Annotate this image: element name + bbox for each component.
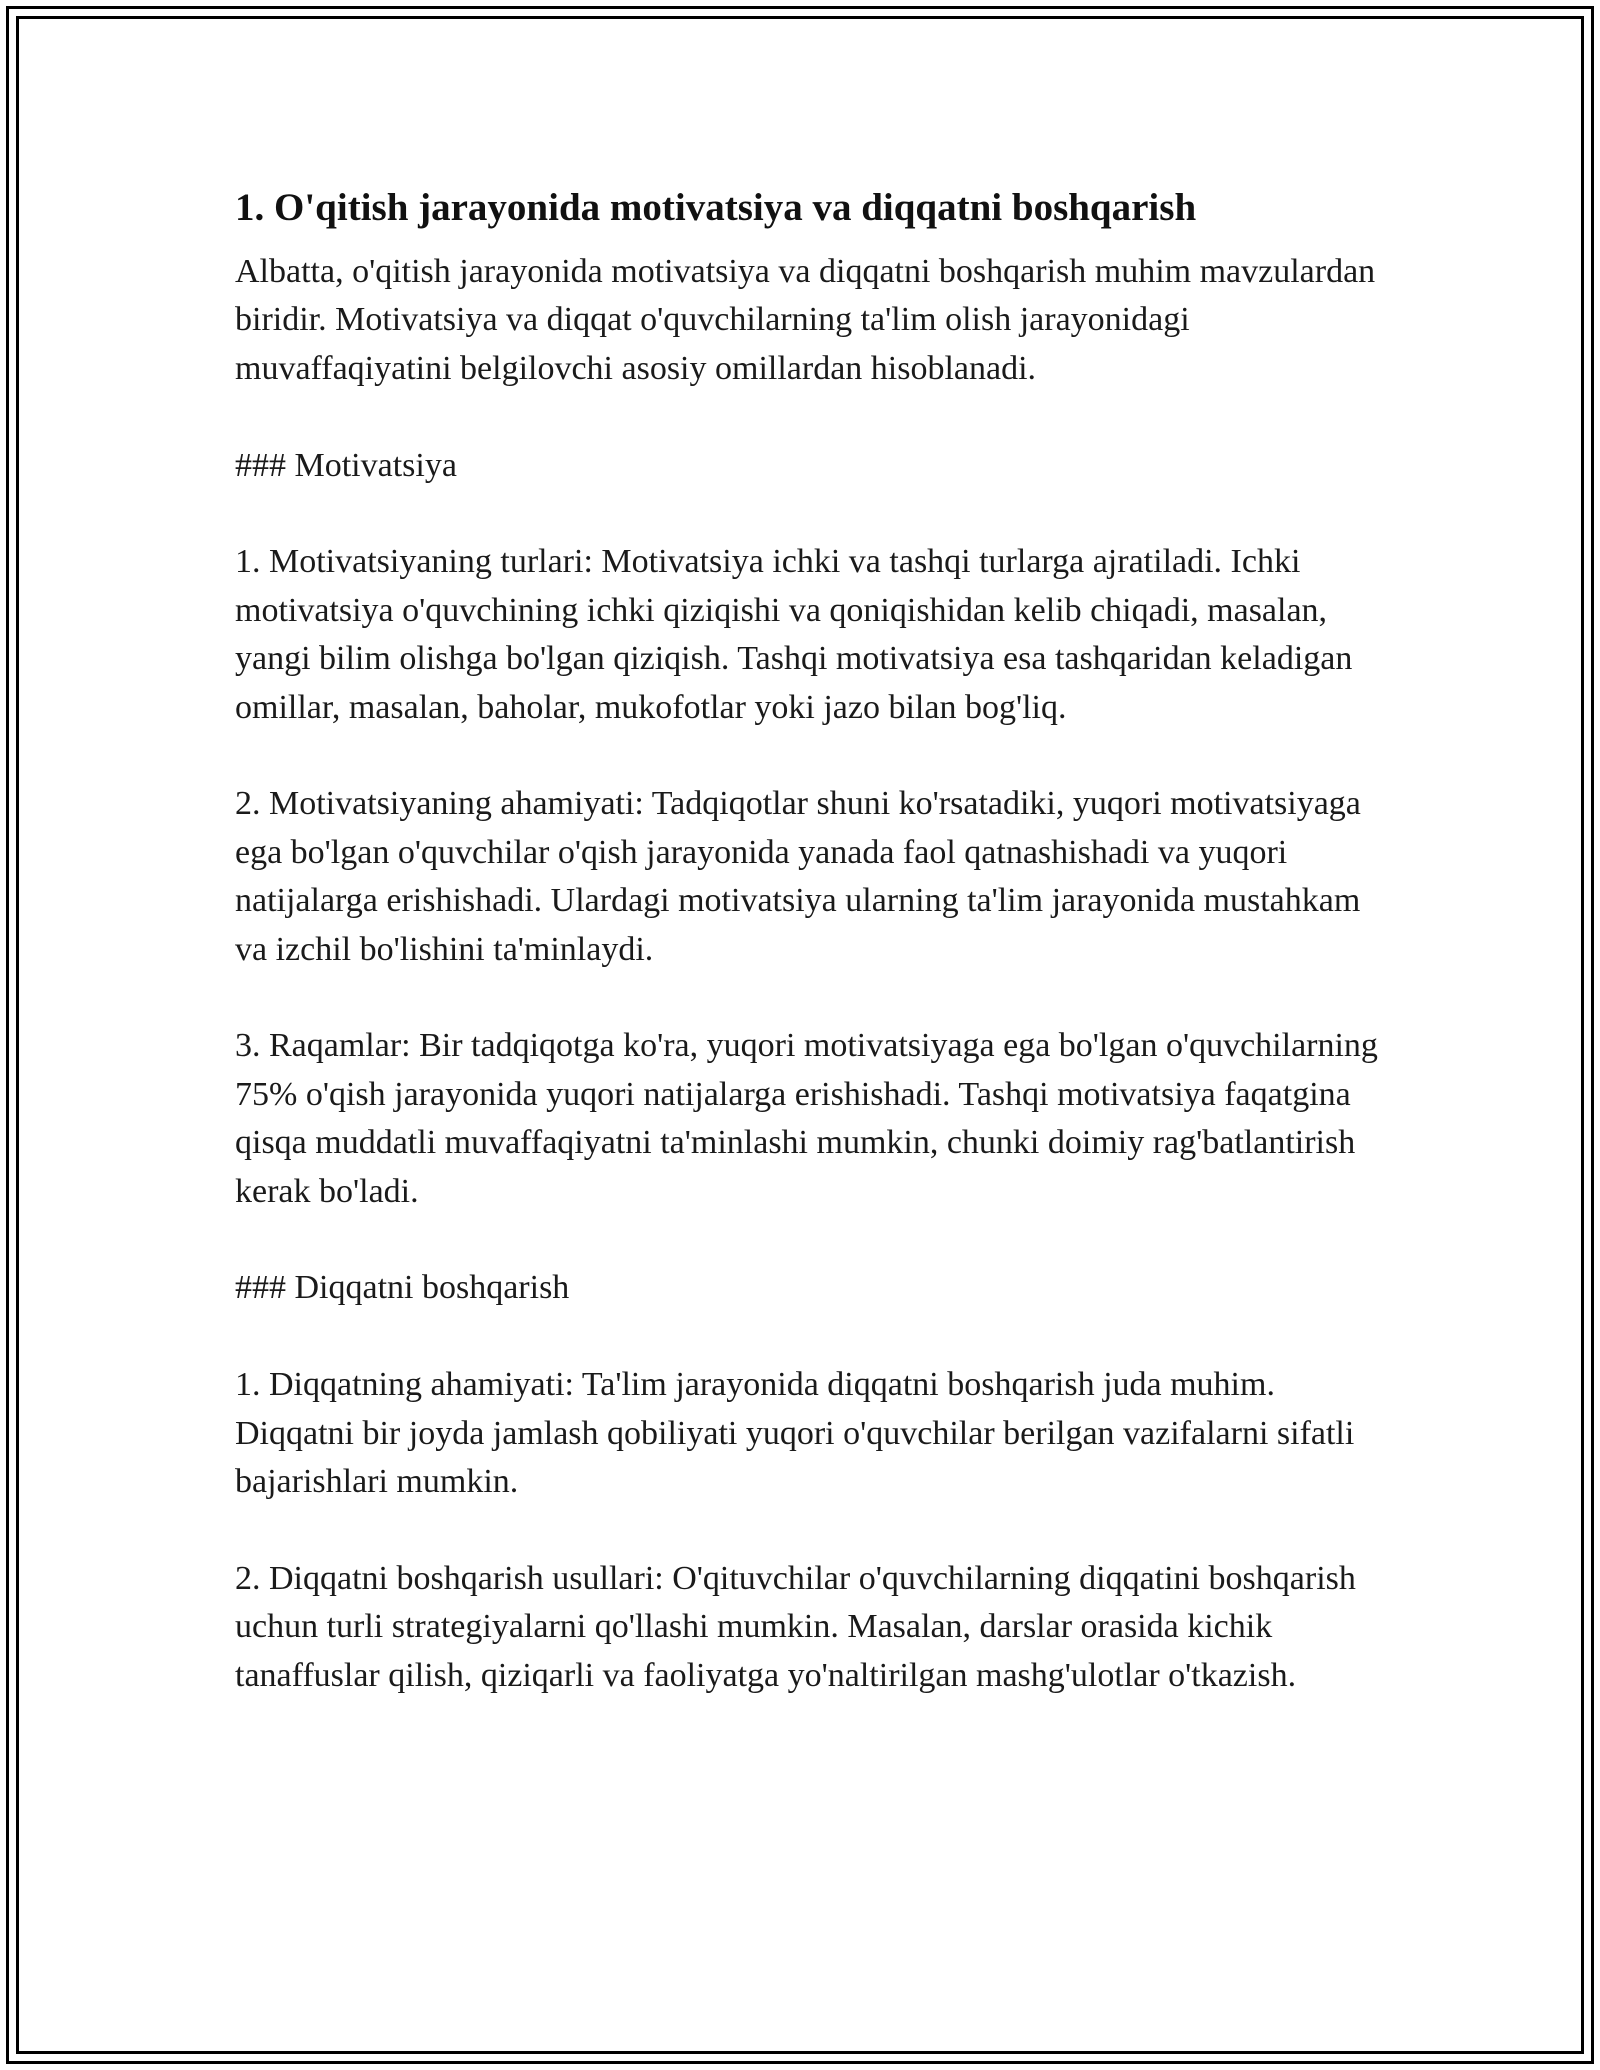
motivation-heading: ### Motivatsiya: [235, 446, 457, 484]
motivation-types-paragraph: 1. Motivatsiyaning turlari: Motivatsiya ichki va tashqi turlarga ajratiladi. Ichki motivatsiya o'quvchining ichki qiziqishi va qoniqishidan kelib chiqadi, masalan, yangi bilim olishga bo'lgan qiziqish. Tashqi motivatsiya esa tashqaridan keladigan omillar, masalan, baholar, mukofotlar yoki jazo bilan bog'liq.: [235, 543, 1361, 726]
motivation-importance-paragraph: 2. Motivatsiyaning ahamiyati: Tadqiqotlar shuni ko'rsatadiki, yuqori motivatsiyaga ega bo'lgan o'quvchilar o'qish jarayonida yanada faol qatnashishadi va yuqori natijalarga erishishadi. Ulardagi motivatsiya ularning ta'lim jarayonida mustahkam va izchil bo'lishini ta'minlaydi.: [235, 785, 1370, 968]
attention-importance-paragraph: 1. Diqqatning ahamiyati: Ta'lim jarayonida diqqatni boshqarish juda muhim. Diqqatni bir joyda jamlash qobiliyati yuqori o'quvchilar berilgan vazifalarni sifatli bajarishlari mumkin.: [235, 1366, 1363, 1501]
attention-heading: ### Diqqatni boshqarish: [235, 1269, 570, 1307]
document-title: 1. O'qitish jarayonida motivatsiya va diqqatni boshqarish: [235, 186, 1197, 229]
attention-methods-paragraph: 2. Diqqatni boshqarish usullari: O'qituvchilar o'quvchilarning diqqatini boshqarish uchun turli strategiyalarni qo'llashi mumkin. Masalan, darslar orasida kichik tanaffuslar qilish, qiziqarli va faoliyatga yo'naltirilgan mashg'ulotlar o'tkazish.: [235, 1559, 1365, 1694]
statistics-paragraph: 3. Raqamlar: Bir tadqiqotga ko'ra, yuqori motivatsiyaga ega bo'lgan o'quvchilarning 75% o'qish jarayonida yuqori natijalarga erishishadi. Tashqi motivatsiya faqatgina qisqa muddatli muvaffaqiyatni ta'minlashi mumkin, chunki doimiy rag'batlantirish kerak bo'ladi.: [235, 1027, 1387, 1210]
document-body: [235, 180, 1395, 1700]
intro-paragraph: Albatta, o'qitish jarayonida motivatsiya va diqqatni boshqarish muhim mavzulardan biridir. Motivatsiya va diqqat o'quvchilarning ta'lim olish jarayonidagi muvaffaqiyatini belgilovchi asosiy omillardan hisoblanadi.: [235, 253, 1384, 387]
